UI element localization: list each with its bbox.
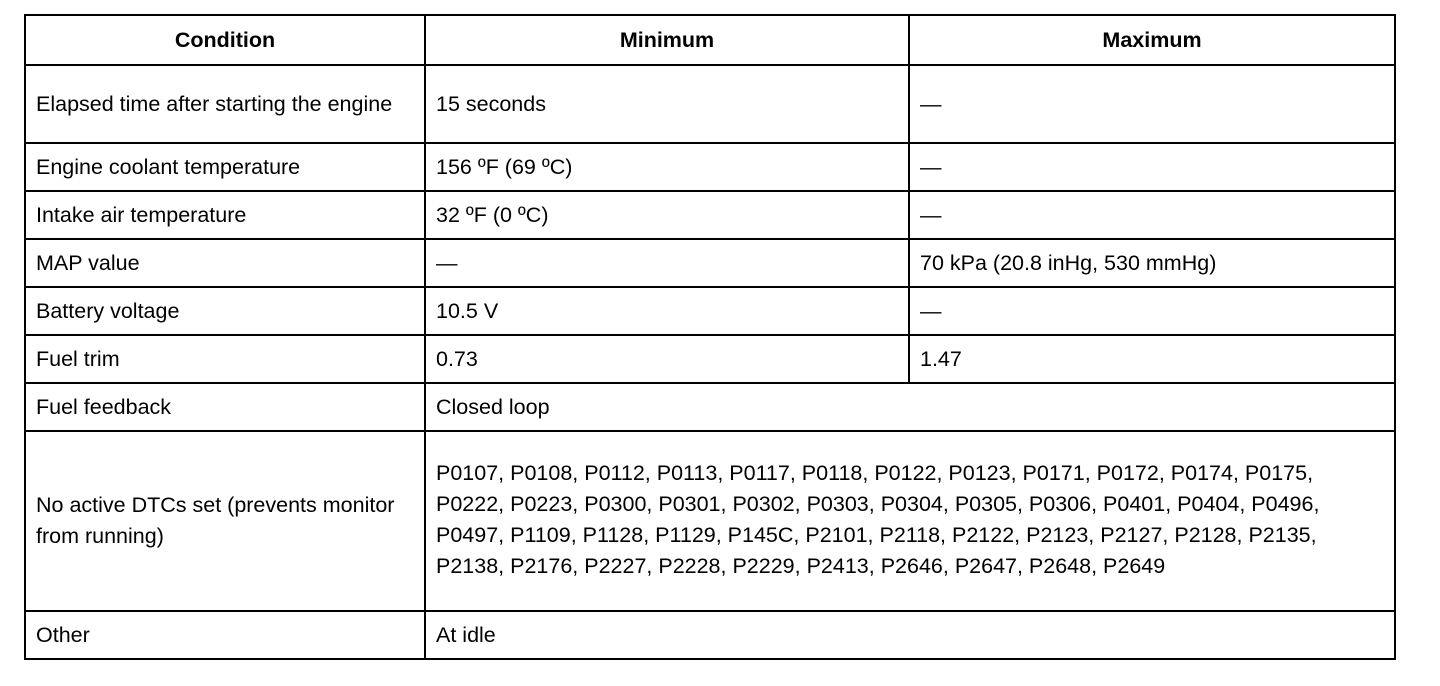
condition-cell: Intake air temperature	[25, 191, 425, 239]
conditions-table	[24, 14, 1396, 660]
maximum-cell: 1.47	[909, 335, 1395, 383]
value-cell: At idle	[425, 611, 1395, 659]
minimum-cell: 156 ºF (69 ºC)	[425, 143, 909, 191]
table-row-coolant-temperature	[25, 143, 1395, 191]
table-row-intake-air-temperature	[25, 191, 1395, 239]
condition-cell: Elapsed time after starting the engine	[25, 65, 425, 143]
condition-cell: Fuel trim	[25, 335, 425, 383]
minimum-cell: —	[425, 239, 909, 287]
condition-cell: MAP value	[25, 239, 425, 287]
maximum-cell: 70 kPa (20.8 inHg, 530 mmHg)	[909, 239, 1395, 287]
table-row-other	[25, 611, 1395, 659]
maximum-cell: —	[909, 287, 1395, 335]
maximum-cell: —	[909, 143, 1395, 191]
header-row	[25, 15, 1395, 65]
table-row-map-value	[25, 239, 1395, 287]
condition-cell: No active DTCs set (prevents monitor from running)	[25, 431, 425, 611]
maximum-cell: —	[909, 191, 1395, 239]
header-condition: Condition	[25, 15, 425, 65]
condition-cell: Other	[25, 611, 425, 659]
table-row-elapsed-time	[25, 65, 1395, 143]
table-row-no-active-dtcs	[25, 431, 1395, 611]
table-row-fuel-trim	[25, 335, 1395, 383]
table-row-battery-voltage	[25, 287, 1395, 335]
minimum-cell: 10.5 V	[425, 287, 909, 335]
header-minimum: Minimum	[425, 15, 909, 65]
header-maximum: Maximum	[909, 15, 1395, 65]
value-cell: Closed loop	[425, 383, 1395, 431]
minimum-cell: 15 seconds	[425, 65, 909, 143]
table-row-fuel-feedback	[25, 383, 1395, 431]
condition-cell: Engine coolant temperature	[25, 143, 425, 191]
minimum-cell: 0.73	[425, 335, 909, 383]
condition-cell: Battery voltage	[25, 287, 425, 335]
condition-cell: Fuel feedback	[25, 383, 425, 431]
minimum-cell: 32 ºF (0 ºC)	[425, 191, 909, 239]
dtc-list-cell: P0107, P0108, P0112, P0113, P0117, P0118, P0122, P0123, P0171, P0172, P0174, P0175, P0222, P0223, P0300, P0301, P0302, P0303, P0304, P0305, P0306, P0401, P0404, P0496, P0497, P1109, P1128, P1129, P145C, P2101, P2118, P2122, P2123, P2127, P2128, P2135, P2138, P2176, P2227, P2228, P2229, P2413, P2646, P2647, P2648, P2649	[425, 431, 1395, 611]
maximum-cell: —	[909, 65, 1395, 143]
